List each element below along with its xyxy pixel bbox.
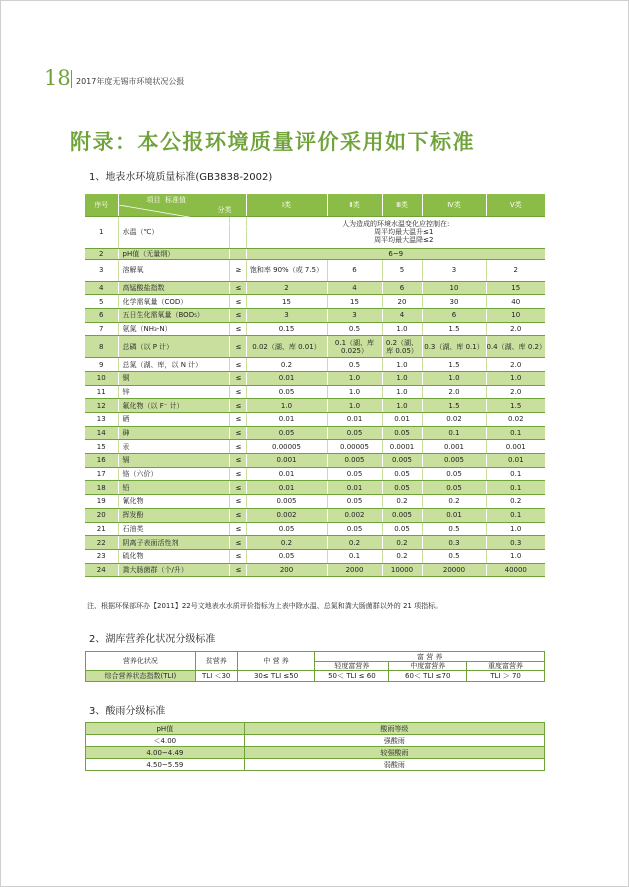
class-5-value: 1.0 bbox=[486, 522, 545, 536]
class-4-value: 20000 bbox=[422, 563, 486, 577]
header-standard: 标准值 bbox=[164, 195, 186, 204]
class-1-value: 0.05 bbox=[246, 522, 327, 536]
class-1-value: 0.2 bbox=[246, 358, 327, 372]
row-operator: ≤ bbox=[229, 413, 246, 427]
class-3-value: 0.005 bbox=[382, 454, 422, 468]
row-name: 石油类 bbox=[118, 522, 229, 536]
class-1-value: 饱和率 90%（或 7.5） bbox=[246, 259, 327, 281]
class-4-value: 1.0 bbox=[422, 371, 486, 385]
section3-title: 3、酸雨分级标准 bbox=[89, 706, 166, 717]
class-3-value: 6 bbox=[382, 281, 422, 295]
table-row bbox=[85, 481, 545, 495]
oligotrophic-header: 贫营养 bbox=[195, 652, 237, 671]
class-4-value: 0.05 bbox=[422, 467, 486, 481]
class-5-value: 0.3 bbox=[486, 536, 545, 550]
row-no: 10 bbox=[85, 371, 118, 385]
class-1-value: 0.02（湖、库 0.01） bbox=[246, 336, 327, 358]
row-operator: ≤ bbox=[229, 322, 246, 336]
class-1-value: 0.2 bbox=[246, 536, 327, 550]
table-row bbox=[85, 371, 545, 385]
row-no: 14 bbox=[85, 426, 118, 440]
row-no: 15 bbox=[85, 440, 118, 454]
table-row bbox=[85, 426, 545, 440]
class-1-value: 0.01 bbox=[246, 371, 327, 385]
class-1-value: 15 bbox=[246, 295, 327, 309]
class-5-value: 2.0 bbox=[486, 322, 545, 336]
class-4-value: 6 bbox=[422, 308, 486, 322]
row-name: 氨氮（NH₃-N） bbox=[118, 322, 229, 336]
table-row bbox=[85, 413, 545, 427]
class-5-value: 0.01 bbox=[486, 454, 545, 468]
header-class-3: Ⅲ类 bbox=[382, 194, 422, 216]
header-class-4: Ⅳ类 bbox=[422, 194, 486, 216]
class-4-value: 0.2 bbox=[422, 495, 486, 509]
row-name: 高锰酸盐指数 bbox=[118, 281, 229, 295]
row-operator: ≤ bbox=[229, 454, 246, 468]
oligotrophic-value: TLI ＜30 bbox=[195, 671, 237, 682]
row-operator: ≤ bbox=[229, 371, 246, 385]
ph-value: 4.50~5.59 bbox=[86, 759, 245, 771]
row-name: 化学需氧量（COD） bbox=[118, 295, 229, 309]
class-4-value: 0.3（湖、库 0.1） bbox=[422, 336, 486, 358]
row-name: 总磷（以 P 计） bbox=[118, 336, 229, 358]
class-4-value: 0.001 bbox=[422, 440, 486, 454]
class-4-value: 1.5 bbox=[422, 399, 486, 413]
row-operator: ≤ bbox=[229, 440, 246, 454]
class-1-value: 1.0 bbox=[246, 399, 327, 413]
class-2-value: 0.01 bbox=[327, 481, 382, 495]
table-row bbox=[85, 536, 545, 550]
middle-eutrophic-header: 中度富营养 bbox=[389, 662, 467, 671]
table-row bbox=[85, 563, 545, 577]
table-row bbox=[85, 495, 545, 509]
row-operator: ≤ bbox=[229, 426, 246, 440]
class-5-value: 40 bbox=[486, 295, 545, 309]
row-no: 24 bbox=[85, 563, 118, 577]
class-4-value: 1.5 bbox=[422, 358, 486, 372]
row-no: 3 bbox=[85, 259, 118, 281]
row-no: 11 bbox=[85, 385, 118, 399]
class-4-value: 0.005 bbox=[422, 454, 486, 468]
class-1-value: 0.005 bbox=[246, 495, 327, 509]
row-name: 溶解氧 bbox=[118, 259, 229, 281]
class-3-value: 0.005 bbox=[382, 508, 422, 522]
class-1-value: 0.05 bbox=[246, 426, 327, 440]
class-4-value: 2.0 bbox=[422, 385, 486, 399]
class-4-value: 0.3 bbox=[422, 536, 486, 550]
acid-grade-header: 酸雨等级 bbox=[244, 723, 544, 735]
class-3-value: 1.0 bbox=[382, 371, 422, 385]
row-name: 铅 bbox=[118, 481, 229, 495]
row-operator: ≤ bbox=[229, 495, 246, 509]
class-1-value: 2 bbox=[246, 281, 327, 295]
row-no: 4 bbox=[85, 281, 118, 295]
class-5-value: 40000 bbox=[486, 563, 545, 577]
row-operator: ≤ bbox=[229, 308, 246, 322]
class-2-value: 0.002 bbox=[327, 508, 382, 522]
class-4-value: 0.1 bbox=[422, 426, 486, 440]
class-4-value: 0.5 bbox=[422, 522, 486, 536]
class-4-value: 0.5 bbox=[422, 549, 486, 563]
row-no: 1 bbox=[85, 216, 118, 248]
class-5-value: 1.0 bbox=[486, 371, 545, 385]
class-1-value: 0.01 bbox=[246, 467, 327, 481]
class-2-value: 4 bbox=[327, 281, 382, 295]
row-no: 16 bbox=[85, 454, 118, 468]
class-3-value: 4 bbox=[382, 308, 422, 322]
class-3-value: 1.0 bbox=[382, 358, 422, 372]
class-2-value: 0.05 bbox=[327, 467, 382, 481]
temp-standard-line: 周平均最大温降≤2 bbox=[374, 236, 434, 244]
class-3-value: 0.01 bbox=[382, 413, 422, 427]
class-2-value: 0.2 bbox=[327, 536, 382, 550]
row-name: 汞 bbox=[118, 440, 229, 454]
row-no: 2 bbox=[85, 248, 118, 259]
class-5-value: 2.0 bbox=[486, 385, 545, 399]
class-1-value: 0.15 bbox=[246, 322, 327, 336]
class-2-value: 1.0 bbox=[327, 371, 382, 385]
row-no: 21 bbox=[85, 522, 118, 536]
temp-standard-line: 周平均最大温升≤1 bbox=[374, 228, 434, 236]
table-row bbox=[85, 281, 545, 295]
class-3-value: 0.05 bbox=[382, 426, 422, 440]
class-2-value: 0.5 bbox=[327, 358, 382, 372]
class-1-value: 0.001 bbox=[246, 454, 327, 468]
class-3-value: 10000 bbox=[382, 563, 422, 577]
class-3-value: 0.2 bbox=[382, 495, 422, 509]
heavy-eutrophic-header: 重度富营养 bbox=[467, 662, 545, 671]
row-name: 硫化物 bbox=[118, 549, 229, 563]
class-3-value: 0.2 bbox=[382, 536, 422, 550]
row-no: 9 bbox=[85, 358, 118, 372]
row-name: 挥发酚 bbox=[118, 508, 229, 522]
class-4-value: 30 bbox=[422, 295, 486, 309]
class-3-value: 5 bbox=[382, 259, 422, 281]
heavy-eutrophic-value: TLI ＞ 70 bbox=[467, 671, 545, 682]
acid-rain-table bbox=[85, 722, 545, 771]
trophic-status-table bbox=[85, 651, 545, 682]
class-1-value: 0.00005 bbox=[246, 440, 327, 454]
row-name: 阴离子表面活性剂 bbox=[118, 536, 229, 550]
class-2-value: 0.05 bbox=[327, 522, 382, 536]
acid-grade-value: 弱酸雨 bbox=[244, 759, 544, 771]
header-category: 分类 bbox=[217, 205, 232, 214]
class-4-value: 10 bbox=[422, 281, 486, 295]
row-operator: ≤ bbox=[229, 508, 246, 522]
class-5-value: 0.1 bbox=[486, 481, 545, 495]
middle-eutrophic-value: 60＜ TLI ≤70 bbox=[389, 671, 467, 682]
row-no: 20 bbox=[85, 508, 118, 522]
class-3-value: 0.05 bbox=[382, 481, 422, 495]
class-5-value: 1.5 bbox=[486, 399, 545, 413]
header-item: 项目 bbox=[146, 195, 161, 204]
row-operator: ≤ bbox=[229, 481, 246, 495]
page-number: 18 bbox=[44, 66, 71, 90]
row-operator: ≤ bbox=[229, 358, 246, 372]
header-class-5: Ⅴ类 bbox=[486, 194, 545, 216]
table-row bbox=[85, 385, 545, 399]
table-row bbox=[85, 358, 545, 372]
class-5-value: 0.2 bbox=[486, 495, 545, 509]
table-row bbox=[85, 508, 545, 522]
acid-grade-value: 强酸雨 bbox=[244, 735, 544, 747]
class-3-value: 0.2（湖、库 0.05） bbox=[382, 336, 422, 358]
table-row bbox=[85, 454, 545, 468]
acid-grade-value: 较强酸雨 bbox=[244, 747, 544, 759]
trophic-header-label: 营养化状况 bbox=[86, 652, 196, 671]
mesotrophic-header: 中 营 养 bbox=[237, 652, 315, 671]
class-4-value: 0.05 bbox=[422, 481, 486, 495]
row-operator: ≤ bbox=[229, 281, 246, 295]
class-2-value: 0.005 bbox=[327, 454, 382, 468]
row-operator: ≤ bbox=[229, 549, 246, 563]
class-3-value: 1.0 bbox=[382, 322, 422, 336]
class-3-value: 1.0 bbox=[382, 385, 422, 399]
header-diagonal-cell bbox=[118, 194, 246, 216]
class-2-value: 0.01 bbox=[327, 413, 382, 427]
row-no: 23 bbox=[85, 549, 118, 563]
row-name: 总氮（湖、库，以 N 计） bbox=[118, 358, 229, 372]
row-operator: ≤ bbox=[229, 399, 246, 413]
class-2-value: 0.5 bbox=[327, 322, 382, 336]
row-operator: ≤ bbox=[229, 336, 246, 358]
row-no: 5 bbox=[85, 295, 118, 309]
ph-standard: 6~9 bbox=[246, 248, 545, 259]
eutrophic-header: 富 营 养 bbox=[315, 652, 545, 662]
class-2-value: 1.0 bbox=[327, 385, 382, 399]
table-note: 注、根据环保部环办【2011】22号文地表水水质评价指标为上表中除水温、总氮和粪大肠菌群以外的 21 项指标。 bbox=[87, 602, 443, 610]
row-operator bbox=[229, 248, 246, 259]
header-item-standard bbox=[147, 196, 186, 204]
class-1-value: 0.05 bbox=[246, 385, 327, 399]
row-no: 17 bbox=[85, 467, 118, 481]
row-operator: ≤ bbox=[229, 522, 246, 536]
class-5-value: 0.1 bbox=[486, 467, 545, 481]
class-2-value: 3 bbox=[327, 308, 382, 322]
row-operator: ≤ bbox=[229, 536, 246, 550]
row-no: 7 bbox=[85, 322, 118, 336]
table-row bbox=[85, 295, 545, 309]
row-operator: ≤ bbox=[229, 563, 246, 577]
class-3-value: 1.0 bbox=[382, 399, 422, 413]
table-row bbox=[85, 549, 545, 563]
header-class-1: Ⅰ类 bbox=[246, 194, 327, 216]
table-row bbox=[85, 259, 545, 281]
table-header-row bbox=[85, 194, 545, 216]
mesotrophic-value: 30≤ TLI ≤50 bbox=[237, 671, 315, 682]
row-no: 8 bbox=[85, 336, 118, 358]
row-operator: ≤ bbox=[229, 385, 246, 399]
table-row bbox=[85, 467, 545, 481]
class-2-value: 0.05 bbox=[327, 426, 382, 440]
class-1-value: 200 bbox=[246, 563, 327, 577]
row-name: 锌 bbox=[118, 385, 229, 399]
class-5-value: 2 bbox=[486, 259, 545, 281]
table-row bbox=[85, 322, 545, 336]
row-name: 铜 bbox=[118, 371, 229, 385]
ph-value: ＜4.00 bbox=[86, 735, 245, 747]
header-no: 序号 bbox=[85, 194, 118, 216]
tli-row-label: 综合营养状态指数(TLI) bbox=[86, 671, 196, 682]
row-name: 水温（℃） bbox=[118, 216, 229, 248]
row-no: 22 bbox=[85, 536, 118, 550]
row-name: 氟化物（以 F⁻ 计） bbox=[118, 399, 229, 413]
row-operator: ≥ bbox=[229, 259, 246, 281]
class-5-value: 0.4（湖、库 0.2） bbox=[486, 336, 545, 358]
row-name: 砷 bbox=[118, 426, 229, 440]
row-name: pH值（无量纲） bbox=[118, 248, 229, 259]
ph-value: 4.00~4.49 bbox=[86, 747, 245, 759]
class-2-value: 15 bbox=[327, 295, 382, 309]
class-2-value: 6 bbox=[327, 259, 382, 281]
section2-title: 2、湖库营养化状况分级标准 bbox=[89, 634, 216, 645]
class-5-value: 0.1 bbox=[486, 426, 545, 440]
row-operator: ≤ bbox=[229, 467, 246, 481]
temp-standard bbox=[246, 216, 545, 248]
class-4-value: 0.01 bbox=[422, 508, 486, 522]
class-5-value: 0.001 bbox=[486, 440, 545, 454]
class-3-value: 20 bbox=[382, 295, 422, 309]
row-name: 硒 bbox=[118, 413, 229, 427]
report-title: 2017年度无锡市环境状况公报 bbox=[76, 77, 185, 86]
class-5-value: 1.0 bbox=[486, 549, 545, 563]
temp-standard-line: 人为造成的环境水温变化应控制在: bbox=[342, 220, 450, 228]
class-1-value: 0.05 bbox=[246, 549, 327, 563]
row-no: 18 bbox=[85, 481, 118, 495]
class-4-value: 0.02 bbox=[422, 413, 486, 427]
surface-water-standard-table bbox=[85, 194, 545, 577]
row-no: 6 bbox=[85, 308, 118, 322]
header-class-2: Ⅱ类 bbox=[327, 194, 382, 216]
class-5-value: 15 bbox=[486, 281, 545, 295]
row-name: 氰化物 bbox=[118, 495, 229, 509]
light-eutrophic-value: 50＜ TLI ≤ 60 bbox=[315, 671, 389, 682]
class-1-value: 0.01 bbox=[246, 413, 327, 427]
class-3-value: 0.2 bbox=[382, 549, 422, 563]
header-divider bbox=[71, 70, 72, 88]
row-name: 镉 bbox=[118, 454, 229, 468]
table-row bbox=[85, 399, 545, 413]
class-2-value: 1.0 bbox=[327, 399, 382, 413]
class-5-value: 2.0 bbox=[486, 358, 545, 372]
light-eutrophic-header: 轻度富营养 bbox=[315, 662, 389, 671]
class-2-value: 0.1（湖、库 0.025） bbox=[327, 336, 382, 358]
row-name: 粪大肠菌群（个/升） bbox=[118, 563, 229, 577]
table-row bbox=[85, 440, 545, 454]
row-name: 铬（六价） bbox=[118, 467, 229, 481]
class-5-value: 10 bbox=[486, 308, 545, 322]
section1-title: 1、地表水环境质量标准(GB3838-2002) bbox=[89, 172, 273, 183]
class-1-value: 0.01 bbox=[246, 481, 327, 495]
row-no: 13 bbox=[85, 413, 118, 427]
row-no: 12 bbox=[85, 399, 118, 413]
class-2-value: 0.1 bbox=[327, 549, 382, 563]
ph-header: pH值 bbox=[86, 723, 245, 735]
row-name: 五日生化需氧量（BOD₅） bbox=[118, 308, 229, 322]
row-no: 19 bbox=[85, 495, 118, 509]
class-4-value: 3 bbox=[422, 259, 486, 281]
class-2-value: 0.05 bbox=[327, 495, 382, 509]
class-3-value: 0.05 bbox=[382, 467, 422, 481]
class-1-value: 3 bbox=[246, 308, 327, 322]
class-1-value: 0.002 bbox=[246, 508, 327, 522]
class-3-value: 0.05 bbox=[382, 522, 422, 536]
class-5-value: 0.02 bbox=[486, 413, 545, 427]
class-3-value: 0.0001 bbox=[382, 440, 422, 454]
table-row bbox=[85, 522, 545, 536]
table-row bbox=[85, 308, 545, 322]
class-2-value: 0.00005 bbox=[327, 440, 382, 454]
class-5-value: 0.1 bbox=[486, 508, 545, 522]
table-row bbox=[85, 336, 545, 358]
class-4-value: 1.5 bbox=[422, 322, 486, 336]
row-operator: ≤ bbox=[229, 295, 246, 309]
class-2-value: 2000 bbox=[327, 563, 382, 577]
appendix-title: 附录：本公报环境质量评价采用如下标准 bbox=[70, 130, 475, 154]
table-row bbox=[85, 248, 545, 259]
